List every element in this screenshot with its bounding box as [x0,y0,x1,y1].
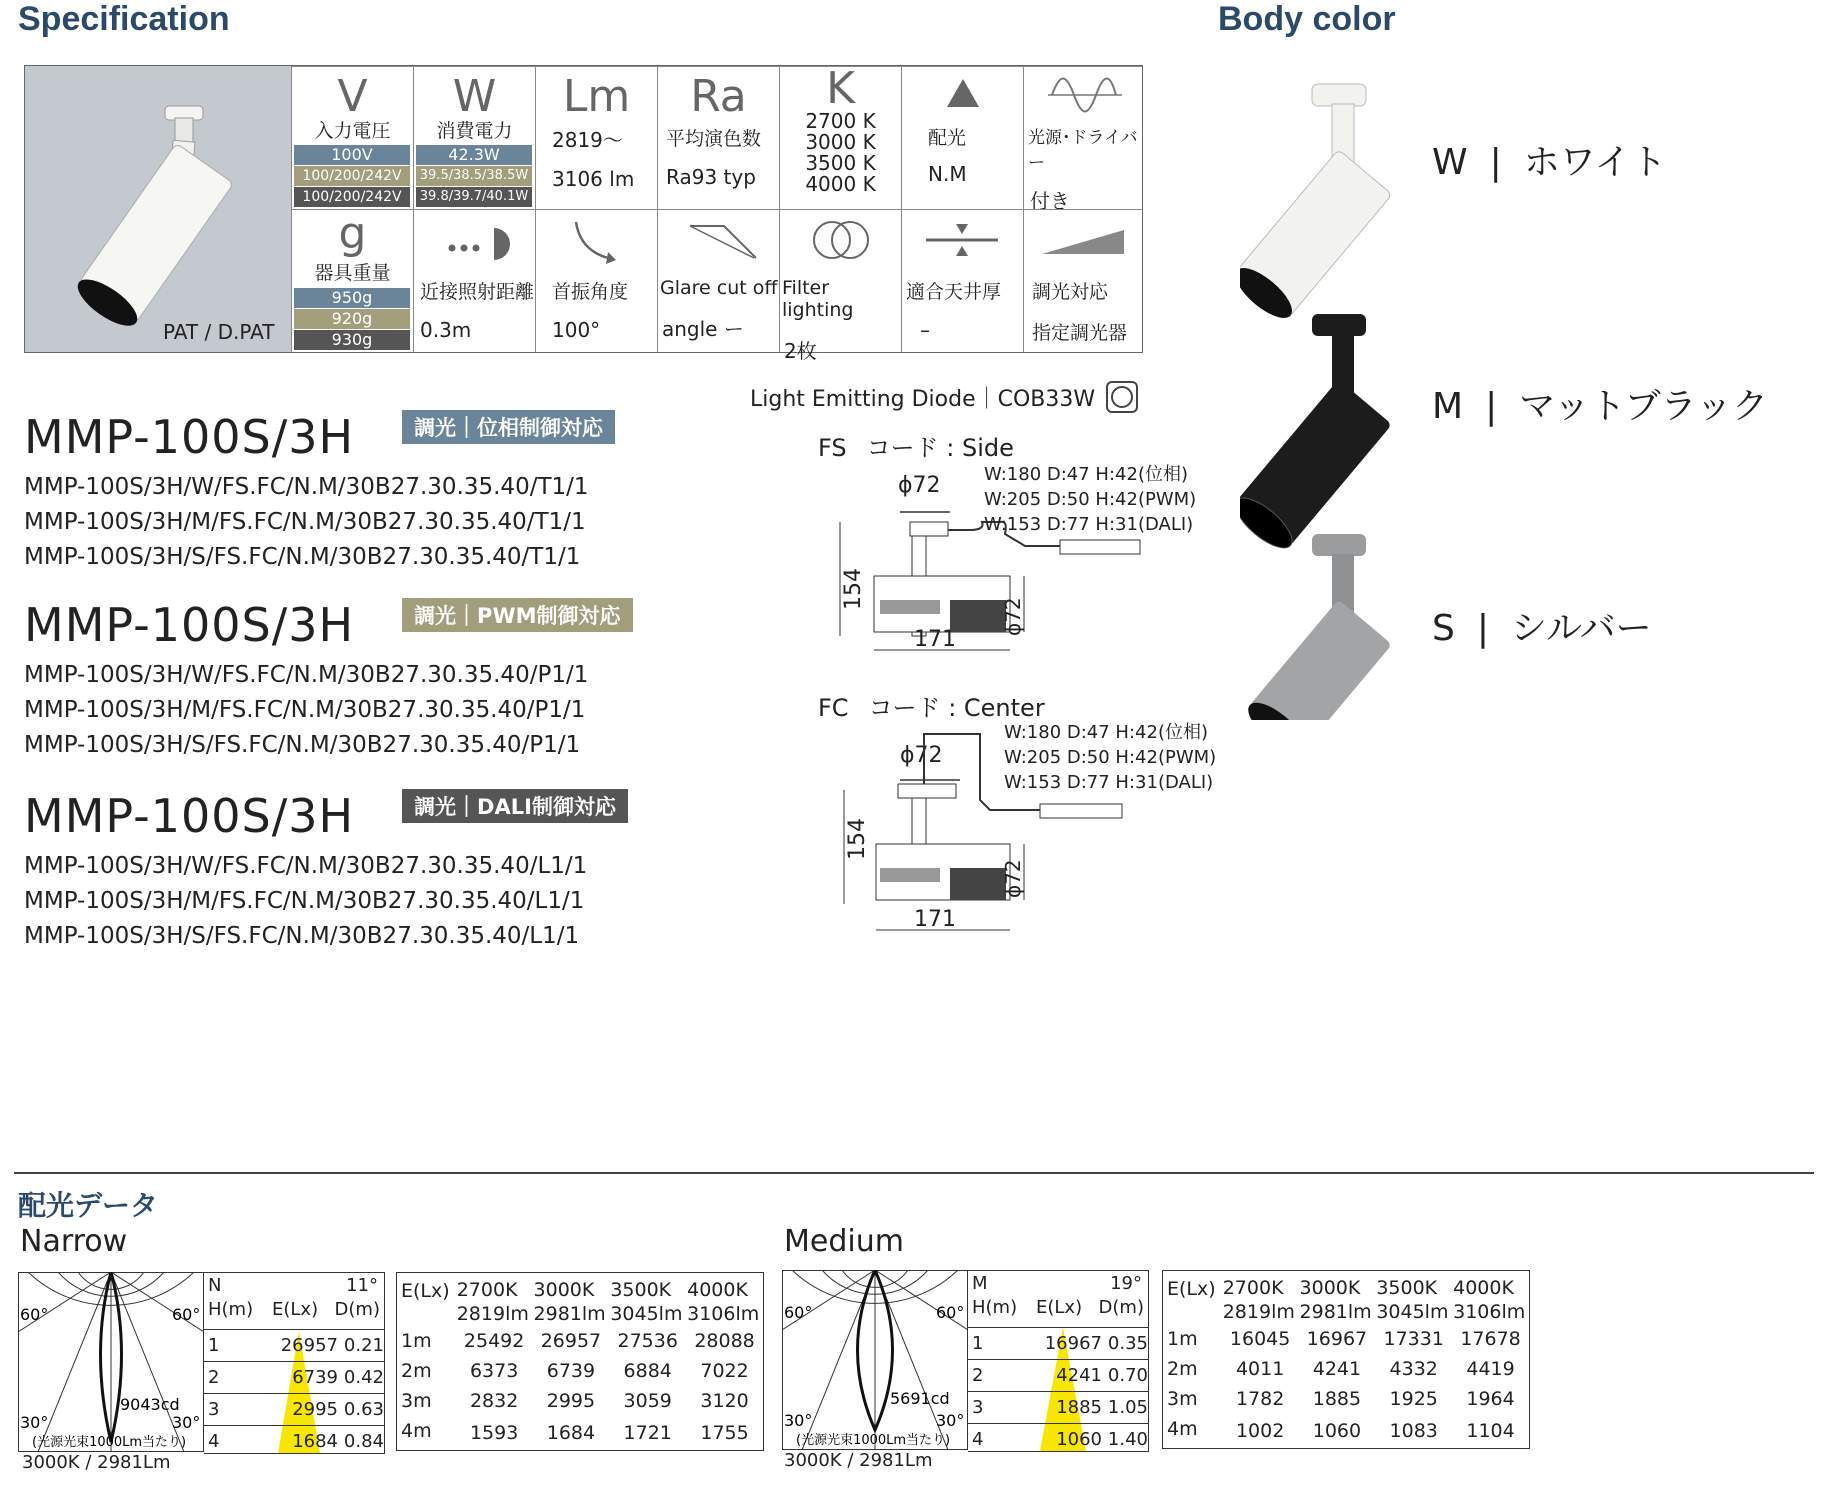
table-row: 2m 6373 6739 6884 7022 [401,1360,749,1382]
spotlight-white-icon [1240,84,1392,326]
svg-text:ϕ72: ϕ72 [900,743,943,768]
variant-code: MMP-100S/3H/S/FS.FC/N.M/30B27.30.35.40/T1/1 [24,544,581,570]
glare-cut-icon [658,210,778,265]
table-row: 1m 16045 16967 17331 17678 [1167,1328,1521,1350]
table-row: 3 2995 0.63 [204,1393,384,1425]
light-data-title: 配光データ [18,1189,159,1222]
model-name: MMP-100S/3H [24,410,355,464]
ceiling-thickness-icon [902,210,1022,265]
table-row: 1m 25492 26957 27536 28088 [401,1330,755,1352]
spec-distribution: 配光 N.M [901,66,1023,209]
svg-text:60°: 60° [936,1303,965,1322]
dimming-badge: 調光｜DALI制御対応 [402,789,628,823]
narrow-polar-chart [18,1272,204,1452]
narrow-illuminance-table: E(Lx) 2700K 3000K 3500K 4000K 2819lm 2981lm 3045lm 3106lm 1m 25492 26957 27536 28088 2m 6373 6739 6884 7022 3m 2832 2995 3059 3120 4m 1593 1684 1721 1755 [396,1272,764,1451]
spotlight-silver-icon [1241,534,1392,720]
color-silver: S | シルバー [1432,608,1652,649]
table-row: 3 1885 1.05 [968,1391,1148,1423]
variant-code: MMP-100S/3H/M/FS.FC/N.M/30B27.30.35.40/L1/1 [24,888,585,914]
dimming-badge: 調光｜PWM制御対応 [402,598,632,632]
medium-title: Medium [784,1224,904,1259]
spec-wattage: W 消費電力 42.3W 39.5/38.5/38.5W 39.8/39.7/40.1W [413,66,535,209]
spec-voltage: V 入力電圧 100V 100/200/242V 100/200/242V [291,66,413,209]
table-row: 3m 2832 2995 3059 3120 [401,1390,749,1412]
svg-text:ϕ72: ϕ72 [1001,859,1025,898]
spec-swing-angle: 首振角度 100° [535,209,657,352]
spec-ceiling: 適合天井厚 – [901,209,1023,352]
medium-condition: 3000K / 2981Lm [784,1450,933,1471]
table-row: 3m 1782 1885 1925 1964 [1167,1388,1515,1410]
svg-text:60°: 60° [172,1305,201,1324]
spotlight-black-icon [1240,314,1392,556]
table-row: 4m 1593 1684 1721 1755 [401,1420,749,1444]
product-photo [25,66,291,352]
svg-text:30°: 30° [20,1413,49,1432]
sine-wave-icon [1024,67,1142,117]
table-row: 2m 4011 4241 4332 4419 [1167,1358,1515,1380]
fc-notes: W:180 D:47 H:42(位相) W:205 D:50 H:42(PWM) W:153 D:77 H:31(DALI) [1004,722,1217,793]
fs-heading: FS コード : Side [818,434,1014,462]
dots-half-circle-icon [414,210,534,265]
svg-text:9043cd: 9043cd [120,1395,180,1414]
spotlight-white-icon [25,66,291,352]
model-name: MMP-100S/3H [24,789,355,843]
svg-text:171: 171 [914,907,956,932]
medium-beam-table: M 19° H(m) E(Lx) D(m) 1 16967 0.35 2 4241 0.70 3 1885 1.05 4 1060 1.40 [968,1270,1149,1452]
table-row: 2 6739 0.42 [204,1361,384,1393]
spec-table [24,63,1143,363]
color-matt-black: M | マットブラック [1432,386,1768,427]
svg-text:5691cd: 5691cd [890,1389,950,1408]
variant-code: MMP-100S/3H/M/FS.FC/N.M/30B27.30.35.40/P1/1 [24,697,586,723]
spec-dimming: 調光対応 指定調光器 [1023,209,1142,352]
narrow-condition: 3000K / 2981Lm [22,1452,171,1473]
medium-polar-chart [782,1270,968,1450]
led-info [750,380,1139,414]
spec-heading: Specification [18,0,230,38]
table-row: 2 4241 0.70 [968,1359,1148,1391]
body-color-images [1240,80,1440,720]
svg-text:30°: 30° [172,1413,201,1432]
table-row: 4 1684 0.84 [204,1425,384,1456]
svg-text:60°: 60° [784,1303,813,1322]
spec-driver: 光源･ドライバー 付き [1023,66,1142,209]
variant-code: MMP-100S/3H/W/FS.FC/N.M/30B27.30.35.40/T1/1 [24,474,589,500]
cob-chip-icon [1105,380,1139,414]
table-row: 4m 1002 1060 1083 1104 [1167,1418,1515,1442]
table-row: 1 16967 0.35 [968,1327,1148,1359]
spec-weight: g 器具重量 950g 920g 930g [291,209,413,352]
svg-text:60°: 60° [20,1305,49,1324]
variant-code: MMP-100S/3H/M/FS.FC/N.M/30B27.30.35.40/T1/1 [24,509,586,535]
model-group-pwm [24,598,633,763]
narrow-title: Narrow [20,1224,128,1259]
body-color-heading: Body color [1218,0,1396,38]
spec-ra: Ra 平均演色数 Ra93 typ [657,66,779,209]
medium-illuminance-table: E(Lx) 2700K 3000K 3500K 4000K 2819lm 2981lm 3045lm 3106lm 1m 16045 16967 17331 17678 2m 4011 4241 4332 4419 3m 1782 1885 1925 1964 4m 1002 1060 1083 1104 [1162,1270,1530,1449]
triangle-icon [902,67,1022,117]
variant-code: MMP-100S/3H/W/FS.FC/N.M/30B27.30.35.40/L1/1 [24,853,588,879]
color-white: W | ホワイト [1432,142,1667,183]
svg-text:ϕ72: ϕ72 [898,473,941,498]
filter-circles-icon [780,210,900,265]
variant-code: MMP-100S/3H/S/FS.FC/N.M/30B27.30.35.40/P1/1 [24,732,581,758]
model-group-phase [24,410,615,575]
svg-text:171: 171 [914,627,956,652]
dimming-wedge-icon [1024,210,1142,265]
spec-filter: Filter lighting 2枚 [779,209,901,352]
table-row: 4 1060 1.40 [968,1423,1148,1454]
fc-heading: FC コード : Center [818,694,1045,722]
svg-text:ϕ72: ϕ72 [1001,597,1025,636]
svg-text:(光源光束1000Lm当たり): (光源光束1000Lm当たり) [796,1433,951,1448]
divider [14,1172,1814,1174]
model-group-dali [24,789,628,954]
dimming-badge: 調光｜位相制御対応 [402,410,615,444]
table-row: 1 26957 0.21 [204,1329,384,1361]
svg-text:(光源光束1000Lm当たり): (光源光束1000Lm当たり) [32,1435,187,1450]
photo-label: PAT / D.PAT [163,320,275,344]
narrow-beam-table: N 11° H(m) E(Lx) D(m) 1 26957 0.21 2 6739 0.42 3 2995 0.63 4 1684 0.84 [204,1272,385,1454]
variant-code: MMP-100S/3H/W/FS.FC/N.M/30B27.30.35.40/P1/1 [24,662,589,688]
fs-notes: W:180 D:47 H:42(位相) W:205 D:50 H:42(PWM) W:153 D:77 H:31(DALI) [984,464,1197,535]
svg-text:30°: 30° [784,1411,813,1430]
model-name: MMP-100S/3H [24,598,355,652]
led-text: Light Emitting Diode｜COB33W [750,386,1096,412]
variant-code: MMP-100S/3H/S/FS.FC/N.M/30B27.30.35.40/L1/1 [24,923,580,949]
svg-text:154: 154 [845,818,870,860]
spec-lumen: Lm 2819～ 3106 lm [535,66,657,209]
spec-near-distance: 近接照射距離 0.3m [413,209,535,352]
svg-text:154: 154 [841,568,866,610]
spec-kelvin: K 2700 K 3000 K 3500 K 4000 K [779,66,901,209]
curved-arrow-icon [536,210,656,265]
svg-text:30°: 30° [936,1411,965,1430]
spec-glare-cut: Glare cut off angle ー [657,209,779,352]
